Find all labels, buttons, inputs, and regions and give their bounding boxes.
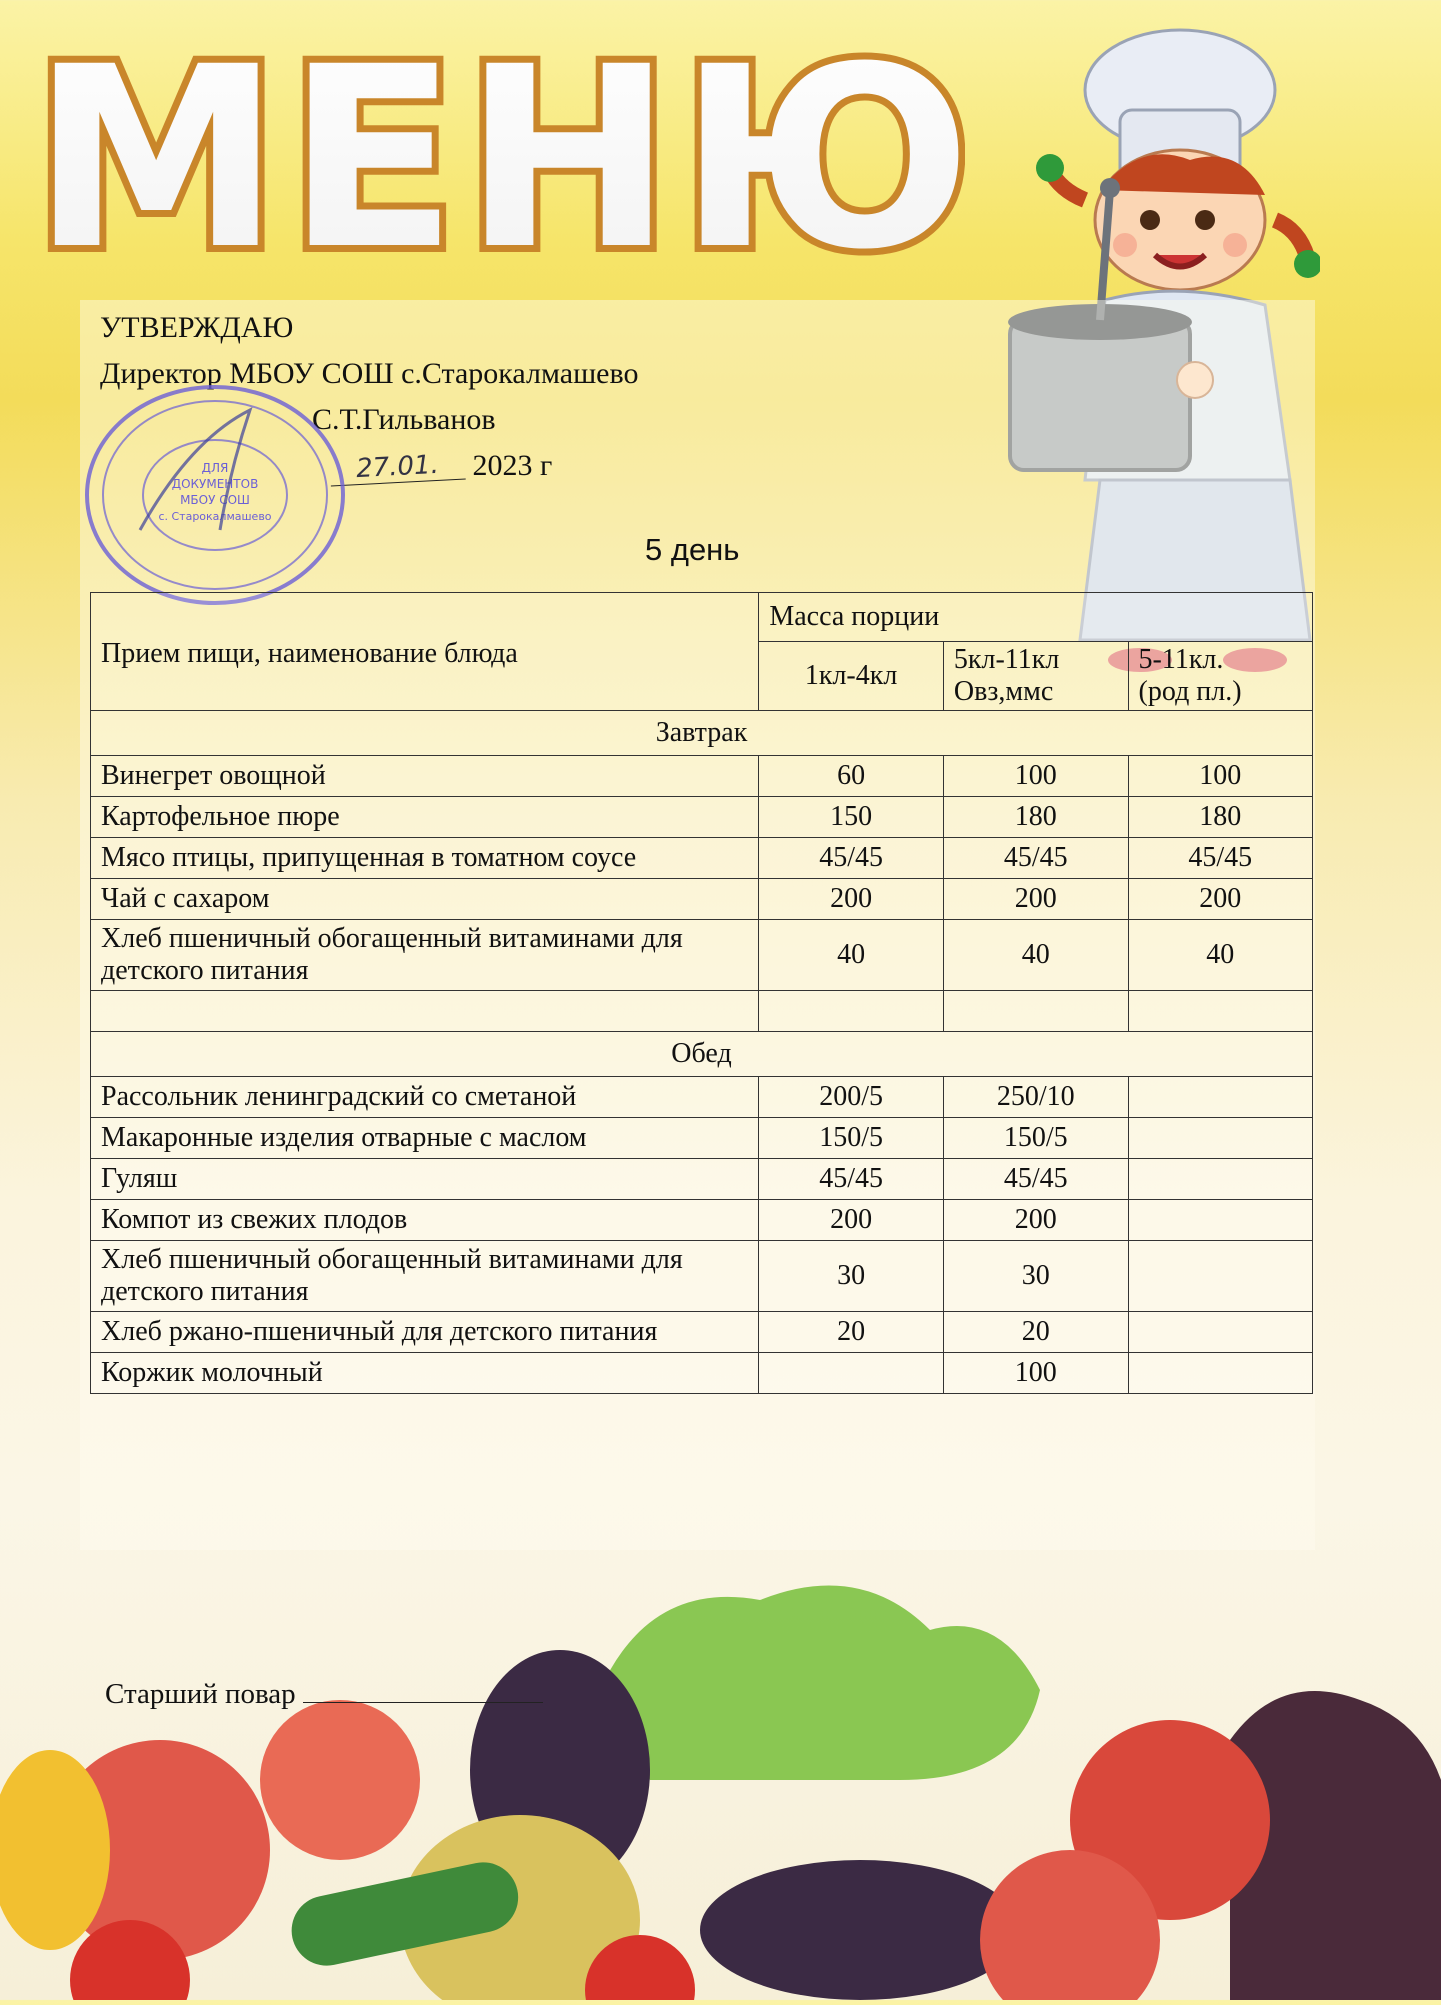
mass-5-11: 250/10 xyxy=(943,1077,1128,1118)
dish-name: Чай с сахаром xyxy=(91,879,759,920)
header-col-parents-line1: 5-11кл. xyxy=(1138,644,1224,675)
mass-parents xyxy=(1128,1241,1312,1312)
mass-parents: 180 xyxy=(1128,797,1312,838)
mass-1-4: 200 xyxy=(759,1200,944,1241)
table-row xyxy=(91,1159,1313,1200)
mass-5-11: 20 xyxy=(943,1312,1128,1353)
menu-title-text: МЕНЮ xyxy=(45,30,965,290)
table-row xyxy=(91,1118,1313,1159)
dish-name: Компот из свежих плодов xyxy=(91,1200,759,1241)
handwritten-date: 27.01. xyxy=(329,448,465,486)
dish-name: Хлеб пшеничный обогащенный витаминами для детского питания xyxy=(91,1241,759,1312)
header-col-parents xyxy=(1128,642,1312,711)
stamp-text-2: ДОКУМЕНТОВ xyxy=(171,477,259,491)
dish-name: Гуляш xyxy=(91,1159,759,1200)
stamp-text-4: с. Старокалмашево xyxy=(158,510,272,523)
header-dish-name: Прием пищи, наименование блюда xyxy=(91,593,759,711)
mass-parents xyxy=(1128,991,1312,1032)
mass-parents xyxy=(1128,1353,1312,1394)
dish-name: Картофельное пюре xyxy=(91,797,759,838)
dish-name: Хлеб ржано-пшеничный для детского питания xyxy=(91,1312,759,1353)
senior-cook-signature xyxy=(105,1676,543,1711)
mass-parents xyxy=(1128,1118,1312,1159)
table-row xyxy=(91,797,1313,838)
mass-1-4: 45/45 xyxy=(759,838,944,879)
approval-year: 2023 г xyxy=(472,449,553,482)
dish-name xyxy=(91,991,759,1032)
section-title: Завтрак xyxy=(91,711,1313,756)
mass-parents xyxy=(1128,1077,1312,1118)
table-row xyxy=(91,1077,1313,1118)
mass-5-11: 45/45 xyxy=(943,838,1128,879)
mass-parents: 200 xyxy=(1128,879,1312,920)
mass-parents: 40 xyxy=(1128,920,1312,991)
header-col-parents-line2: (род пл.) xyxy=(1138,676,1242,707)
mass-1-4: 150/5 xyxy=(759,1118,944,1159)
director-name: С.Т.Гильванов xyxy=(312,403,496,436)
menu-title xyxy=(45,30,965,290)
mass-5-11 xyxy=(943,991,1128,1032)
mass-parents xyxy=(1128,1200,1312,1241)
mass-5-11: 40 xyxy=(943,920,1128,991)
mass-parents: 45/45 xyxy=(1128,838,1312,879)
mass-1-4: 60 xyxy=(759,756,944,797)
header-col-5-11-line1: 5кл-11кл xyxy=(953,644,1060,675)
header-portion-mass: Масса порции xyxy=(759,593,1313,642)
mass-5-11: 200 xyxy=(943,879,1128,920)
table-row xyxy=(91,991,1313,1032)
mass-1-4: 200/5 xyxy=(759,1077,944,1118)
table-row xyxy=(91,1241,1313,1312)
menu-title-graphic xyxy=(45,30,965,290)
mass-parents xyxy=(1128,1159,1312,1200)
mass-1-4: 45/45 xyxy=(759,1159,944,1200)
mass-5-11: 100 xyxy=(943,756,1128,797)
mass-5-11: 100 xyxy=(943,1353,1128,1394)
section-row xyxy=(91,711,1313,756)
senior-cook-label: Старший повар xyxy=(105,1678,296,1710)
mass-parents: 100 xyxy=(1128,756,1312,797)
mass-1-4: 40 xyxy=(759,920,944,991)
mass-1-4: 150 xyxy=(759,797,944,838)
mass-5-11: 45/45 xyxy=(943,1159,1128,1200)
mass-5-11: 150/5 xyxy=(943,1118,1128,1159)
table-row xyxy=(91,838,1313,879)
header-col-5-11 xyxy=(943,642,1128,711)
table-row xyxy=(91,1353,1313,1394)
table-row xyxy=(91,756,1313,797)
mass-5-11: 200 xyxy=(943,1200,1128,1241)
stamp-text-3: МБОУ СОШ xyxy=(180,493,250,507)
header-col-5-11-line2: Овз,ммс xyxy=(953,676,1054,707)
dish-name: Мясо птицы, припущенная в томатном соусе xyxy=(91,838,759,879)
table-header-row xyxy=(91,593,1313,642)
day-label: 5 день xyxy=(645,532,740,567)
dish-name: Макаронные изделия отварные с маслом xyxy=(91,1118,759,1159)
dish-name: Хлеб пшеничный обогащенный витаминами для детского питания xyxy=(91,920,759,991)
table-row xyxy=(91,1312,1313,1353)
dish-name: Коржик молочный xyxy=(91,1353,759,1394)
header-col-1-4: 1кл-4кл xyxy=(759,642,944,711)
director-title: Директор МБОУ СОШ с.Старокалмашево xyxy=(100,357,639,390)
section-row xyxy=(91,1032,1313,1077)
table-row xyxy=(91,879,1313,920)
mass-1-4: 30 xyxy=(759,1241,944,1312)
table-row xyxy=(91,920,1313,991)
dish-name: Рассольник ленинградский со сметаной xyxy=(91,1077,759,1118)
mass-1-4: 200 xyxy=(759,879,944,920)
table-row xyxy=(91,1200,1313,1241)
official-stamp xyxy=(80,380,350,610)
mass-5-11: 180 xyxy=(943,797,1128,838)
approval-heading: УТВЕРЖДАЮ xyxy=(100,311,294,344)
mass-1-4: 20 xyxy=(759,1312,944,1353)
dish-name: Винегрет овощной xyxy=(91,756,759,797)
mass-5-11: 30 xyxy=(943,1241,1128,1312)
mass-1-4 xyxy=(759,991,944,1032)
stamp-text-1: ДЛЯ xyxy=(201,461,229,475)
menu-table xyxy=(90,592,1313,1394)
signature-blank-line xyxy=(303,1676,543,1703)
mass-parents xyxy=(1128,1312,1312,1353)
mass-1-4 xyxy=(759,1353,944,1394)
vegetables-illustration xyxy=(0,1520,1441,2000)
section-title: Обед xyxy=(91,1032,1313,1077)
